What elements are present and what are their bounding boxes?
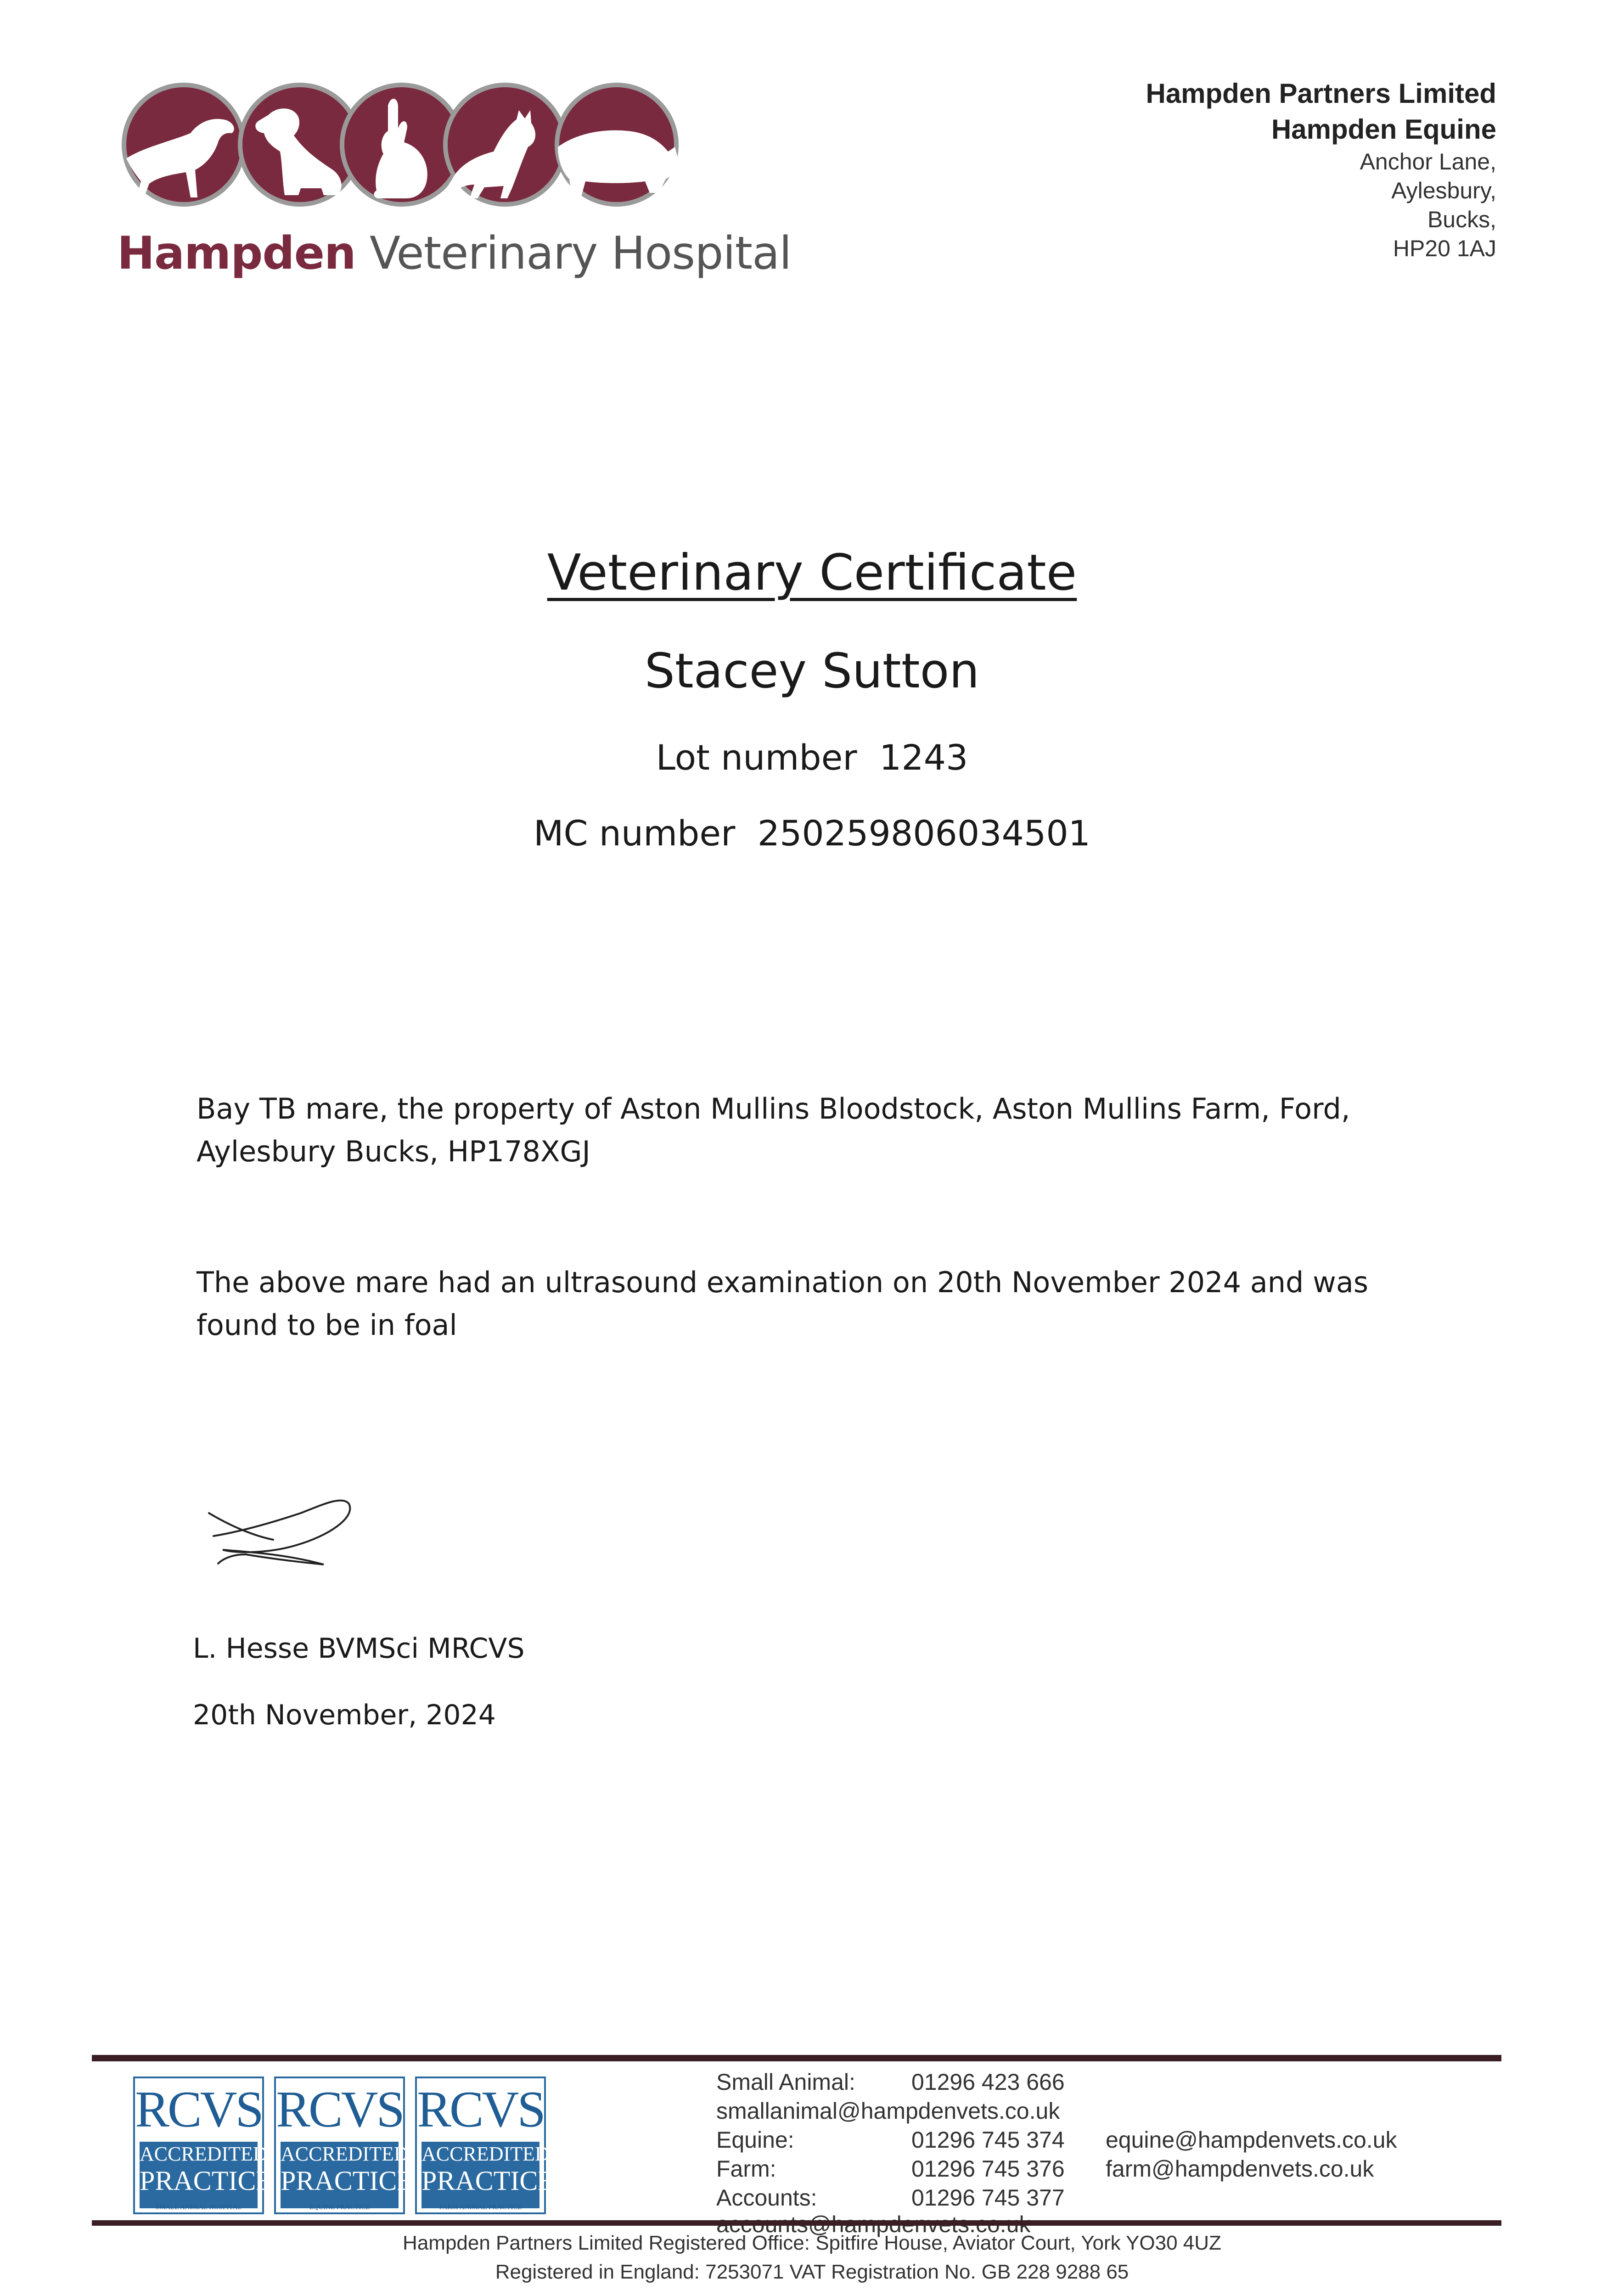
examination-statement: The above mare had an ultrasound examination on 20th November 2024 and was found to be in foal <box>197 1266 1369 1342</box>
accredited-practice-label <box>281 2142 414 2208</box>
registered-office: Hampden Partners Limited Registered Office: Spitfire House, Aviator Court, York YO30 4UZ <box>403 2232 1221 2254</box>
company-name: Hampden Partners Limited <box>1146 78 1496 109</box>
badge-line1: ACCREDITED <box>281 2143 409 2165</box>
accounts-phone: 01296 745 377 <box>911 2185 1065 2211</box>
equine-email: equine@hampdenvets.co.uk <box>1106 2127 1397 2153</box>
footer-divider-top <box>92 2055 1501 2061</box>
mc-number <box>0 813 1624 854</box>
rcvs-logo: RCVS <box>417 2081 544 2138</box>
owner-name: Stacey Sutton <box>644 643 980 699</box>
footer-divider-bottom <box>92 2220 1501 2226</box>
lot-number <box>0 737 1624 778</box>
division-name: Hampden Equine <box>1271 114 1496 145</box>
mc-value: 250259806034501 <box>757 813 1091 854</box>
farm-email: farm@hampdenvets.co.uk <box>1106 2156 1374 2182</box>
rcvs-badge-small-animal <box>133 2077 273 2214</box>
small-animal-phone: 01296 423 666 <box>911 2069 1065 2095</box>
badge-subtitle: SMALL ANIMAL HOSPITAL <box>155 2204 242 2211</box>
certificate-title-text: Veterinary Certificate <box>547 544 1077 602</box>
address-line: Aylesbury, <box>1391 178 1496 203</box>
address-line: HP20 1AJ <box>1393 236 1496 261</box>
small-animal-label: Small Animal: <box>716 2069 855 2095</box>
equine-label: Equine: <box>716 2127 794 2153</box>
logo-wordmark <box>117 227 791 280</box>
rcvs-logo: RCVS <box>135 2081 262 2138</box>
badge-line2: PRACTICE <box>421 2166 555 2196</box>
logo-name-strong: Hampden <box>117 227 356 280</box>
badge-subtitle: EQUINE PRACTICE <box>309 2204 370 2211</box>
address-line: Bucks, <box>1427 207 1496 232</box>
certificate-title <box>0 544 1624 602</box>
mc-label: MC number <box>533 813 736 854</box>
badge-line1: ACCREDITED <box>421 2143 550 2165</box>
badge-line1: ACCREDITED <box>140 2143 268 2165</box>
accounts-label: Accounts: <box>716 2185 817 2211</box>
equine-phone: 01296 745 374 <box>911 2127 1065 2153</box>
rcvs-badge-farm <box>415 2077 555 2214</box>
rcvs-badge-equine <box>274 2077 414 2214</box>
registration-details: Registered in England: 7253071 VAT Registration No. GB 228 9288 65 <box>495 2261 1129 2283</box>
signer-name: L. Hesse BVMSci MRCVS <box>193 1632 525 1665</box>
logo-name-light: Veterinary Hospital <box>369 227 792 280</box>
accredited-practice-label <box>140 2142 273 2208</box>
lot-value: 1243 <box>879 737 968 778</box>
horse-description: Bay TB mare, the property of Aston Mullins Bloodstock, Aston Mullins Farm, Ford, Aylesbury Bucks, HP178XGJ <box>197 1092 1350 1168</box>
small-animal-email: smallanimal@hampdenvets.co.uk <box>716 2098 1060 2124</box>
rcvs-logo: RCVS <box>276 2081 403 2138</box>
accredited-practice-label <box>421 2142 555 2208</box>
address-line: Anchor Lane, <box>1360 149 1496 174</box>
badge-line2: PRACTICE <box>281 2166 414 2196</box>
badge-subtitle: FARM ANIMAL PRACTICE <box>439 2204 522 2211</box>
farm-label: Farm: <box>716 2156 776 2182</box>
signature-date: 20th November, 2024 <box>193 1699 496 1731</box>
handwritten-signature <box>204 1486 360 1577</box>
badge-line2: PRACTICE <box>140 2166 273 2196</box>
farm-phone: 01296 745 376 <box>911 2156 1065 2182</box>
company-address-block <box>1146 76 1496 263</box>
lot-label: Lot number <box>656 737 857 778</box>
